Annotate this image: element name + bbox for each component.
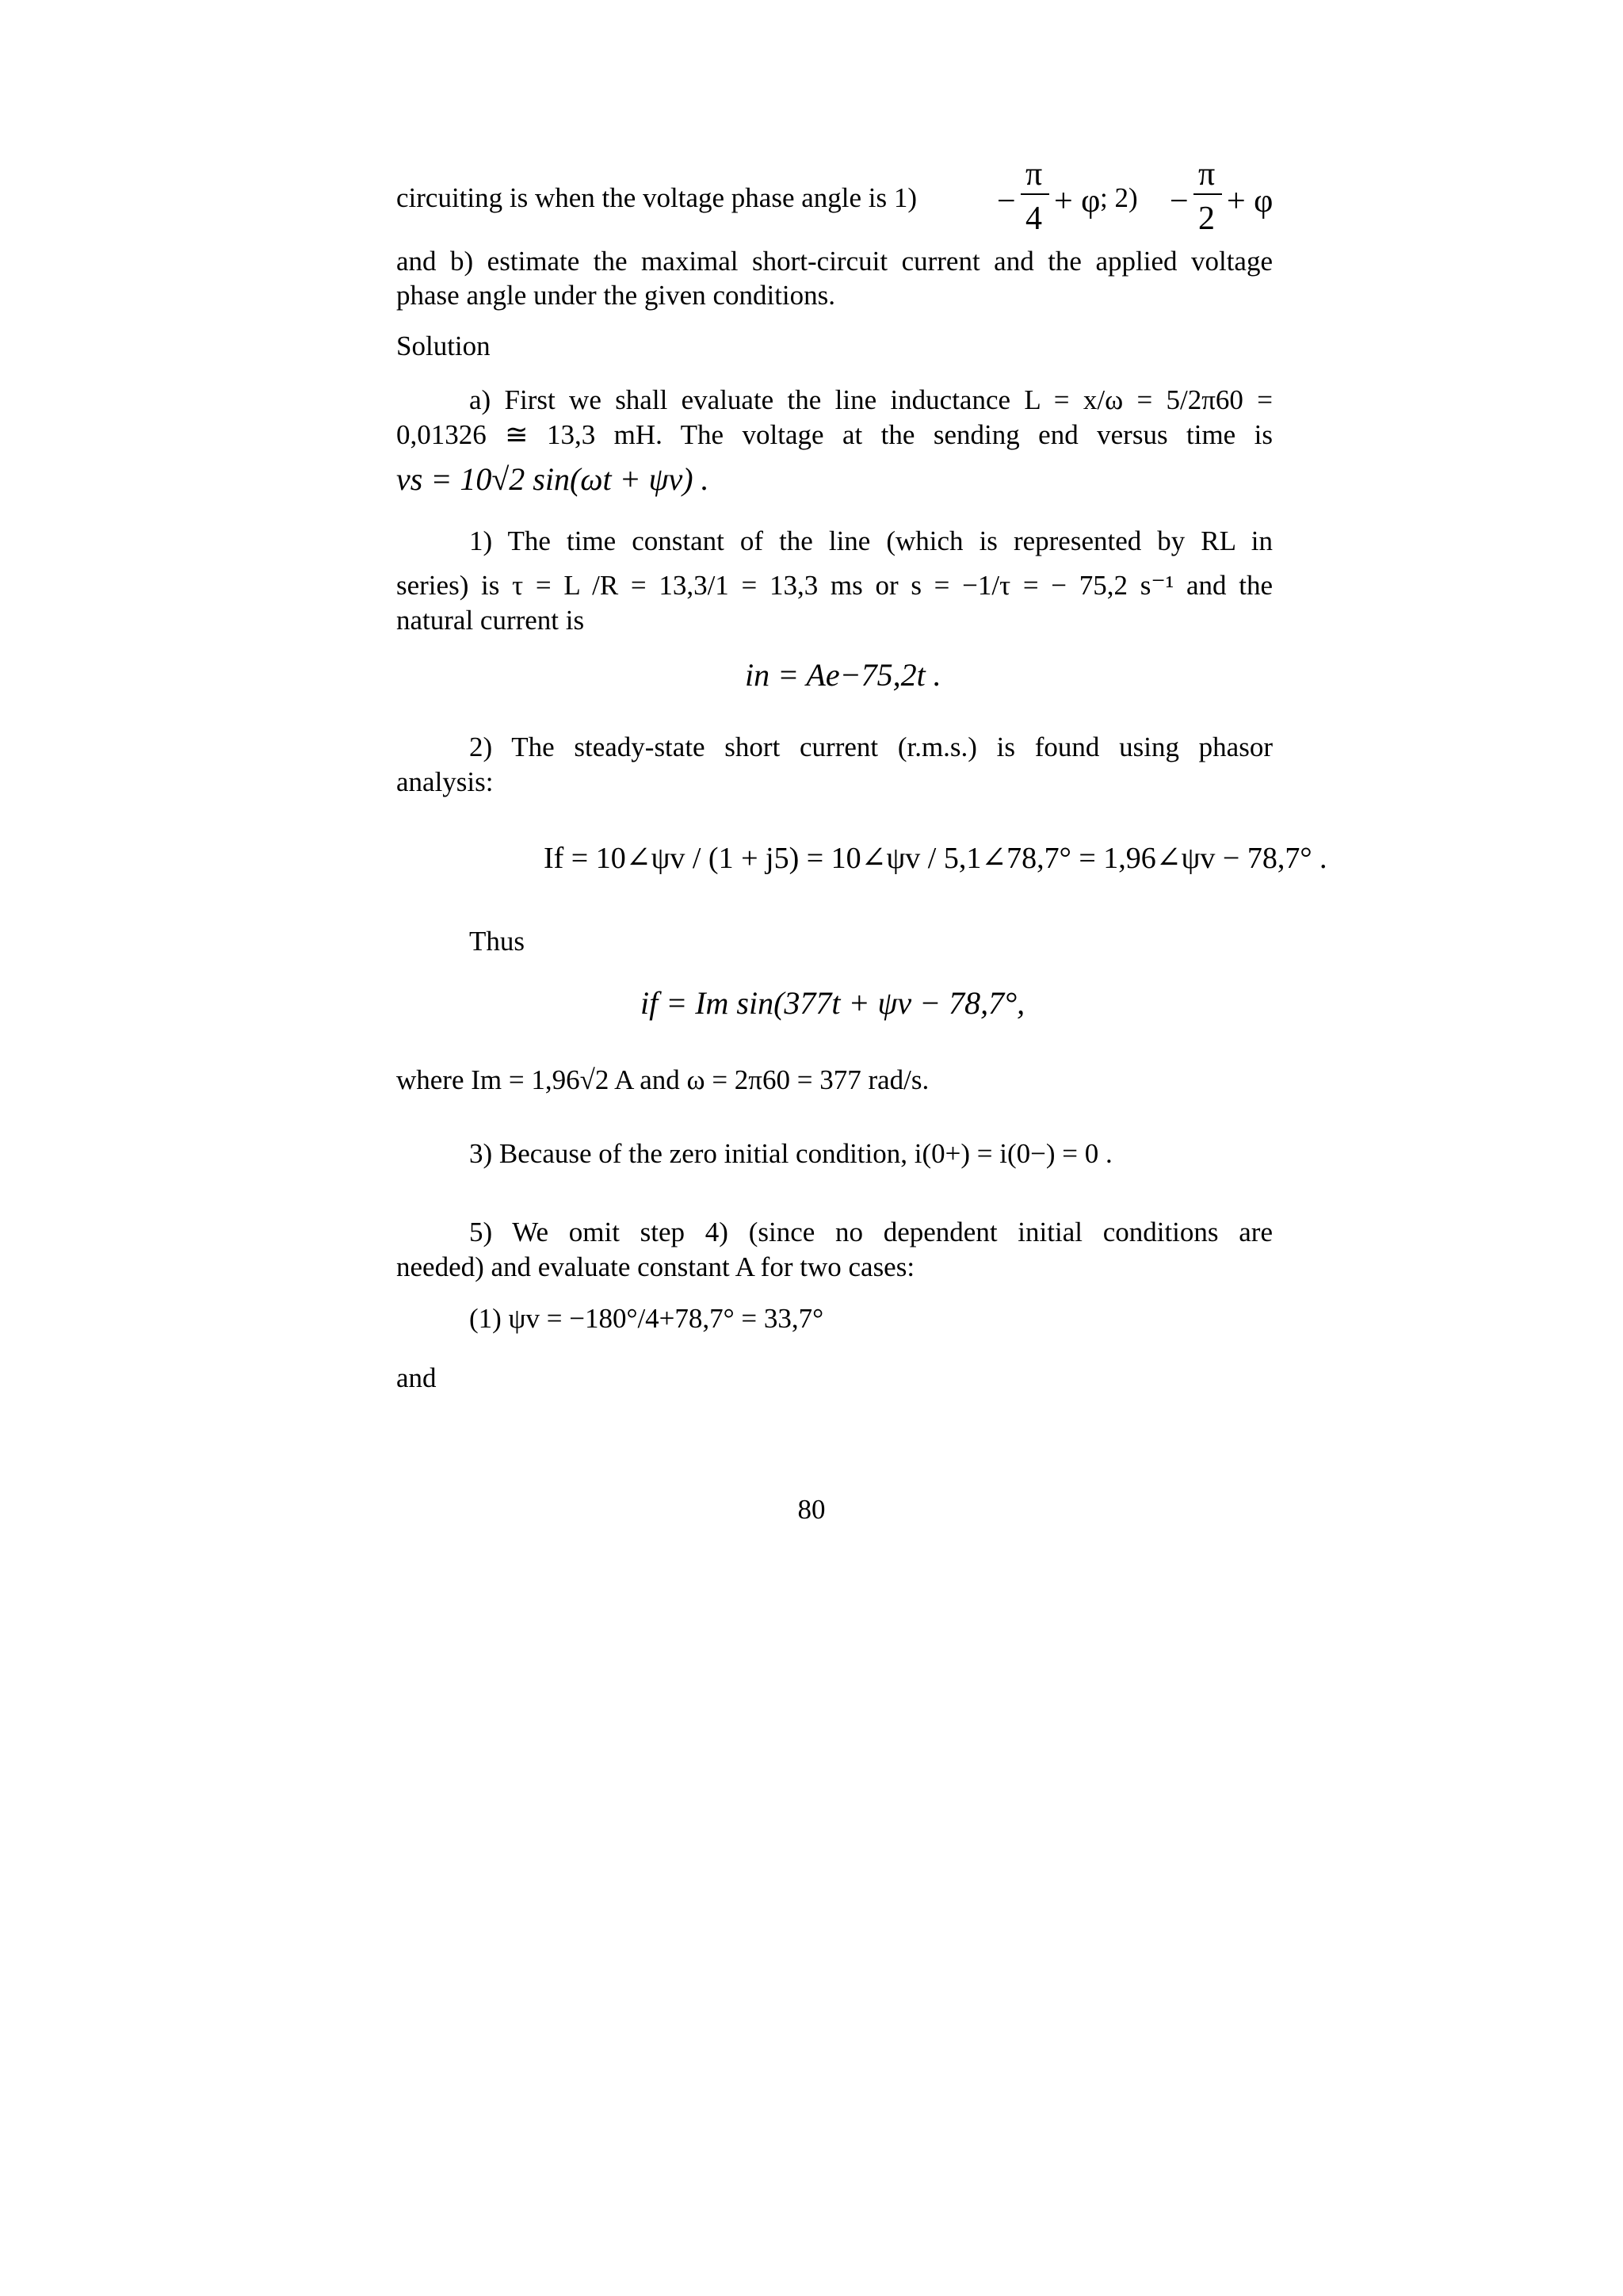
step5-line-2: needed) and evaluate constant A for two cases: bbox=[396, 1251, 915, 1282]
step2-line-2: analysis: bbox=[396, 766, 494, 797]
equation-vs: vs = 10√2 sin(ωt + ψv) . bbox=[396, 461, 709, 497]
intro-line-3: phase angle under the given conditions. bbox=[396, 280, 836, 311]
equation-if-phasor: If = 10∠ψv / (1 + j5) = 10∠ψv / 5,1∠78,7° = 1,96∠ψv − 78,7° . bbox=[544, 842, 1327, 875]
step1-line-1: 1) The time constant of the line (which is represented by RL in bbox=[469, 525, 1273, 556]
case-1-line: (1) ψv = −180°/4+78,7° = 33,7° bbox=[469, 1303, 824, 1334]
step1-line-2: series) is τ = L /R = 13,3/1 = 13,3 ms or s = −1/τ = − 75,2 s⁻¹ and the bbox=[396, 570, 1273, 601]
intro-line-1: circuiting is when the voltage phase angle is 1) − π 4 + φ ; 2) − π 2 + φ bbox=[396, 156, 1274, 237]
part-a-line-1: a) First we shall evaluate the line inductance L = x/ω = 5/2π60 = bbox=[469, 384, 1273, 415]
and-line: and bbox=[396, 1362, 437, 1393]
part-a-line-2: 0,01326 ≅ 13,3 mH. The voltage at the sending end versus time is bbox=[396, 419, 1273, 450]
step3-line: 3) Because of the zero initial condition, i(0+) = i(0−) = 0 . bbox=[469, 1138, 1113, 1169]
intro-text: circuiting is when the voltage phase angle is 1) bbox=[396, 182, 918, 213]
solution-heading: Solution bbox=[396, 330, 491, 361]
where-line: where Im = 1,96√2 A and ω = 2π60 = 377 rad/s. bbox=[396, 1064, 930, 1095]
step5-line-1: 5) We omit step 4) (since no dependent initial conditions are bbox=[469, 1217, 1273, 1247]
equation-if-time: if = Im sin(377t + ψv − 78,7°, bbox=[640, 985, 1025, 1021]
step2-line-1: 2) The steady-state short current (r.m.s.) is found using phasor bbox=[469, 732, 1273, 762]
equation-in: in = Ae−75,2t . bbox=[745, 657, 941, 693]
intro-sep: ; 2) bbox=[1100, 182, 1138, 213]
intro-line-2: and b) estimate the maximal short-circuit current and the applied voltage bbox=[396, 246, 1273, 277]
page-number: 80 bbox=[797, 1494, 826, 1525]
thus-label: Thus bbox=[469, 926, 525, 957]
step1-line-3: natural current is bbox=[396, 605, 585, 636]
